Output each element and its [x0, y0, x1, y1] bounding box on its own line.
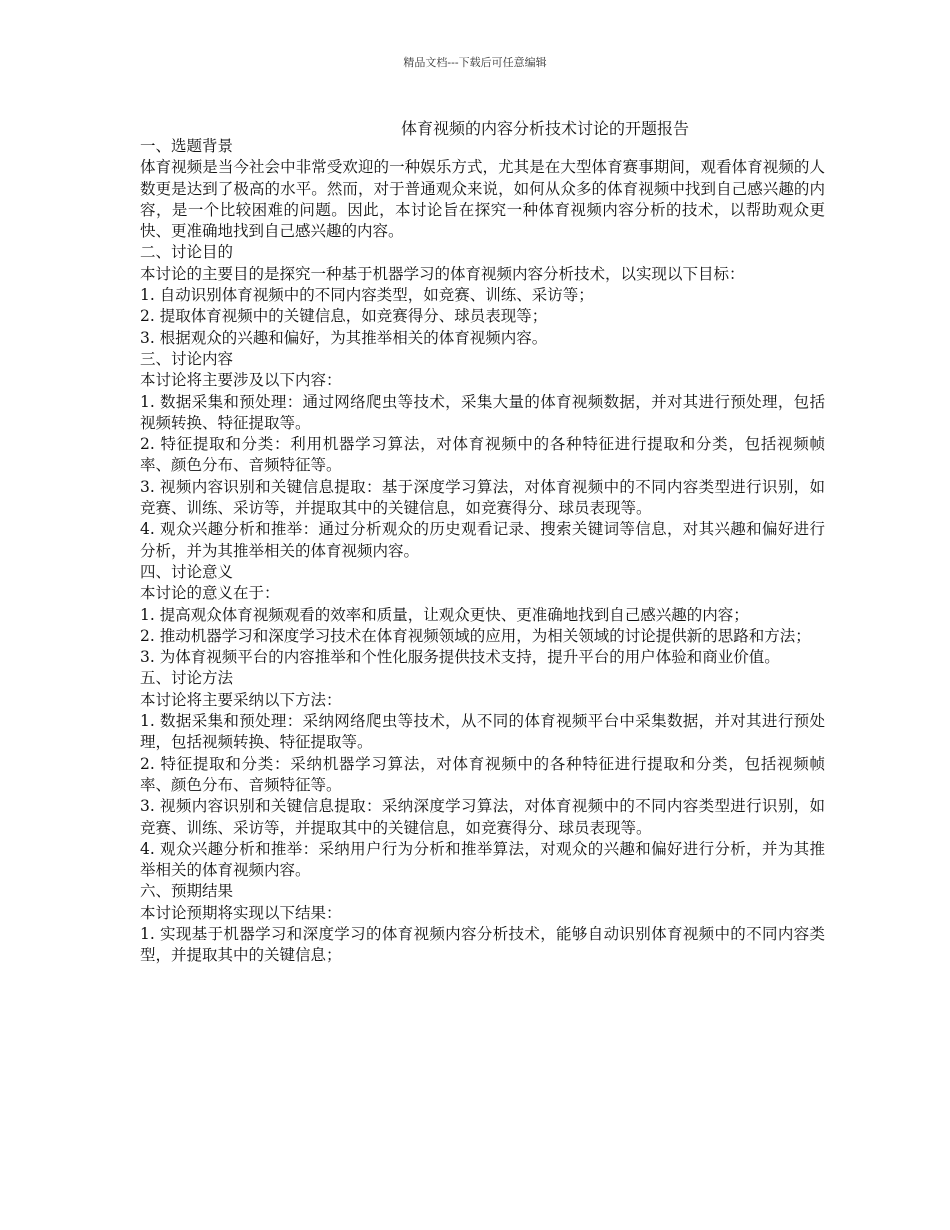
- list-item: 3. 视频内容识别和关键信息提取：采纳深度学习算法，对体育视频中的不同内容类型进行识别，如竞赛、训练、采访等，并提取其中的关键信息，如竞赛得分、球员表现等。: [140, 797, 826, 837]
- list-item: 3. 根据观众的兴趣和偏好，为其推举相关的体育视频内容。: [140, 328, 548, 347]
- list-item: 3. 为体育视频平台的内容推举和个性化服务提供技术支持，提升平台的用户体验和商业价值。: [140, 648, 780, 667]
- section-heading: 二、讨论目的: [140, 243, 234, 262]
- section-heading: 三、讨论内容: [140, 349, 234, 368]
- list-item: 3. 视频内容识别和关键信息提取：基于深度学习算法，对体育视频中的不同内容类型进行识别，如竞赛、训练、采访等，并提取其中的关键信息，如竞赛得分、球员表现等。: [140, 477, 826, 518]
- page-header-watermark: 精品文档---下载后可任意编辑: [403, 56, 547, 69]
- section-heading: 四、讨论意义: [140, 562, 234, 581]
- paragraph: 本讨论将主要涉及以下内容：: [140, 371, 342, 390]
- section-heading: 六、预期结果: [140, 882, 234, 901]
- list-item: 1. 实现基于机器学习和深度学习的体育视频内容分析技术，能够自动识别体育视频中的不同内容类型，并提取其中的关键信息；: [140, 924, 826, 965]
- paragraph: 本讨论的主要目的是探究一种基于机器学习的体育视频内容分析技术，以实现以下目标：: [140, 264, 745, 283]
- list-item: 2. 提取体育视频中的关键信息，如竞赛得分、球员表现等；: [140, 307, 548, 326]
- list-item: 4. 观众兴趣分析和推举：采纳用户行为分析和推举算法，对观众的兴趣和偏好进行分析，并为其推举相关的体育视频内容。: [140, 839, 826, 880]
- paragraph: 本讨论预期将实现以下结果：: [140, 903, 342, 922]
- document-body: [140, 136, 825, 967]
- paragraph: 本讨论的意义在于：: [140, 584, 280, 603]
- list-item: 1. 提高观众体育视频观看的效率和质量，让观众更快、更准确地找到自己感兴趣的内容；: [140, 605, 749, 624]
- section-heading: 一、选题背景: [140, 137, 234, 155]
- document-title: 体育视频的内容分析技术讨论的开题报告: [400, 119, 689, 138]
- paragraph: 体育视频是当今社会中非常受欢迎的一种娱乐方式，尤其是在大型体育赛事期间，观看体育视频的人数更是达到了极高的水平。然而，对于普通观众来说，如何从众多的体育视频中找到自己感兴趣的内容，是一个比较困难的问题。因此，本讨论旨在探究一种体育视频内容分析的技术，以帮助观众更快、更准确地找到自己感兴趣的内容。: [140, 158, 825, 241]
- list-item: 4. 观众兴趣分析和推举：通过分析观众的历史观看记录、搜索关键词等信息，对其兴趣和偏好进行分析，并为其推举相关的体育视频内容。: [140, 520, 826, 560]
- list-item: 2. 特征提取和分类：利用机器学习算法，对体育视频中的各种特征进行提取和分类，包括视频帧率、颜色分布、音频特征等。: [140, 435, 825, 475]
- section-heading: 五、讨论方法: [140, 669, 234, 688]
- list-item: 1. 数据采集和预处理：通过网络爬虫等技术，采集大量的体育视频数据，并对其进行预处理，包括视频转换、特征提取等。: [140, 392, 826, 432]
- list-item: 2. 特征提取和分类：采纳机器学习算法，对体育视频中的各种特征进行提取和分类，包括视频帧率、颜色分布、音频特征等。: [140, 754, 825, 794]
- paragraph: 本讨论将主要采纳以下方法：: [140, 690, 342, 709]
- list-item: 2. 推动机器学习和深度学习技术在体育视频领域的应用，为相关领域的讨论提供新的思路和方法；: [140, 626, 811, 645]
- list-item: 1. 自动识别体育视频中的不同内容类型，如竞赛、训练、采访等；: [140, 286, 594, 305]
- list-item: 1. 数据采集和预处理：采纳网络爬虫等技术，从不同的体育视频平台中采集数据，并对其进行预处理，包括视频转换、特征提取等。: [140, 712, 826, 752]
